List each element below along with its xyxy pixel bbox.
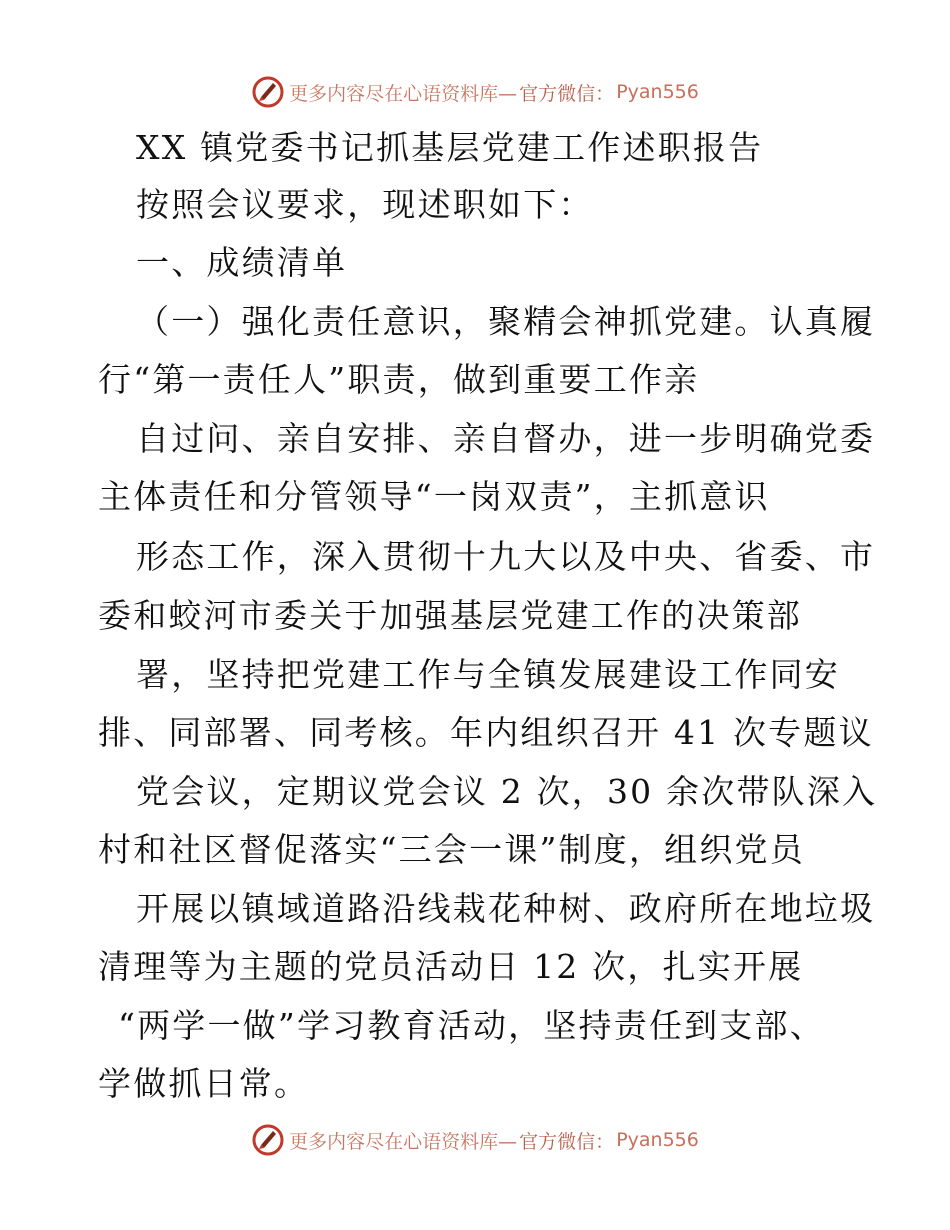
body-line: 学做抓日常。 — [98, 1064, 310, 1103]
body-line: 委和蛟河市委关于加强基层党建工作的决策部 — [98, 596, 802, 635]
body-line: 主体责任和分管领导“一岗双责”，主抓意识 — [98, 477, 770, 516]
watermark-wechat-id: Pyan556 — [616, 1129, 699, 1151]
body-line: 党会议，定期议党会议 2 次，30 余次带队深入 — [136, 772, 878, 811]
watermark-wechat-label: 官方微信： — [519, 1130, 615, 1153]
body-line: 清理等为主题的党员活动日 12 次，扎实开展 — [98, 947, 804, 986]
watermark-text: 更多内容尽在心语资料库— — [289, 82, 518, 105]
watermark-header — [0, 72, 950, 112]
watermark-wechat-id: Pyan556 — [616, 81, 699, 103]
body-line: 形态工作，深入贯彻十九大以及中央、省委、市 — [136, 537, 876, 576]
body-line: 署，坚持把党建工作与全镇发展建设工作同安 — [136, 655, 840, 694]
watermark-text: 更多内容尽在心语资料库— — [289, 1130, 518, 1153]
body-line: 排、同部署、同考核。年内组织召开 41 次专题议 — [98, 713, 874, 752]
logo-icon — [251, 1123, 285, 1157]
watermark-wechat-label: 官方微信： — [519, 82, 615, 105]
body-line: 自过问、亲自安排、亲自督办，进一步明确党委 — [136, 419, 876, 458]
body-line: 开展以镇域道路沿线栽花种树、政府所在地垃圾 — [136, 889, 876, 928]
intro-paragraph: 按照会议要求，现述职如下： — [136, 185, 594, 224]
body-line: 行“第一责任人”职责，做到重要工作亲 — [98, 360, 700, 399]
section-heading: 一、成绩清单 — [136, 243, 348, 282]
body-line: 村和社区督促落实“三会一课”制度，组织党员 — [98, 830, 805, 869]
logo-icon — [251, 75, 285, 109]
body-line: “两学一做”学习教育活动，坚持责任到支部、 — [118, 1006, 825, 1045]
document-title: XX 镇党委书记抓基层党建工作述职报告 — [136, 128, 764, 167]
body-line: （一）强化责任意识，聚精会神抓党建。认真履 — [136, 302, 876, 341]
watermark-footer — [0, 1120, 950, 1160]
